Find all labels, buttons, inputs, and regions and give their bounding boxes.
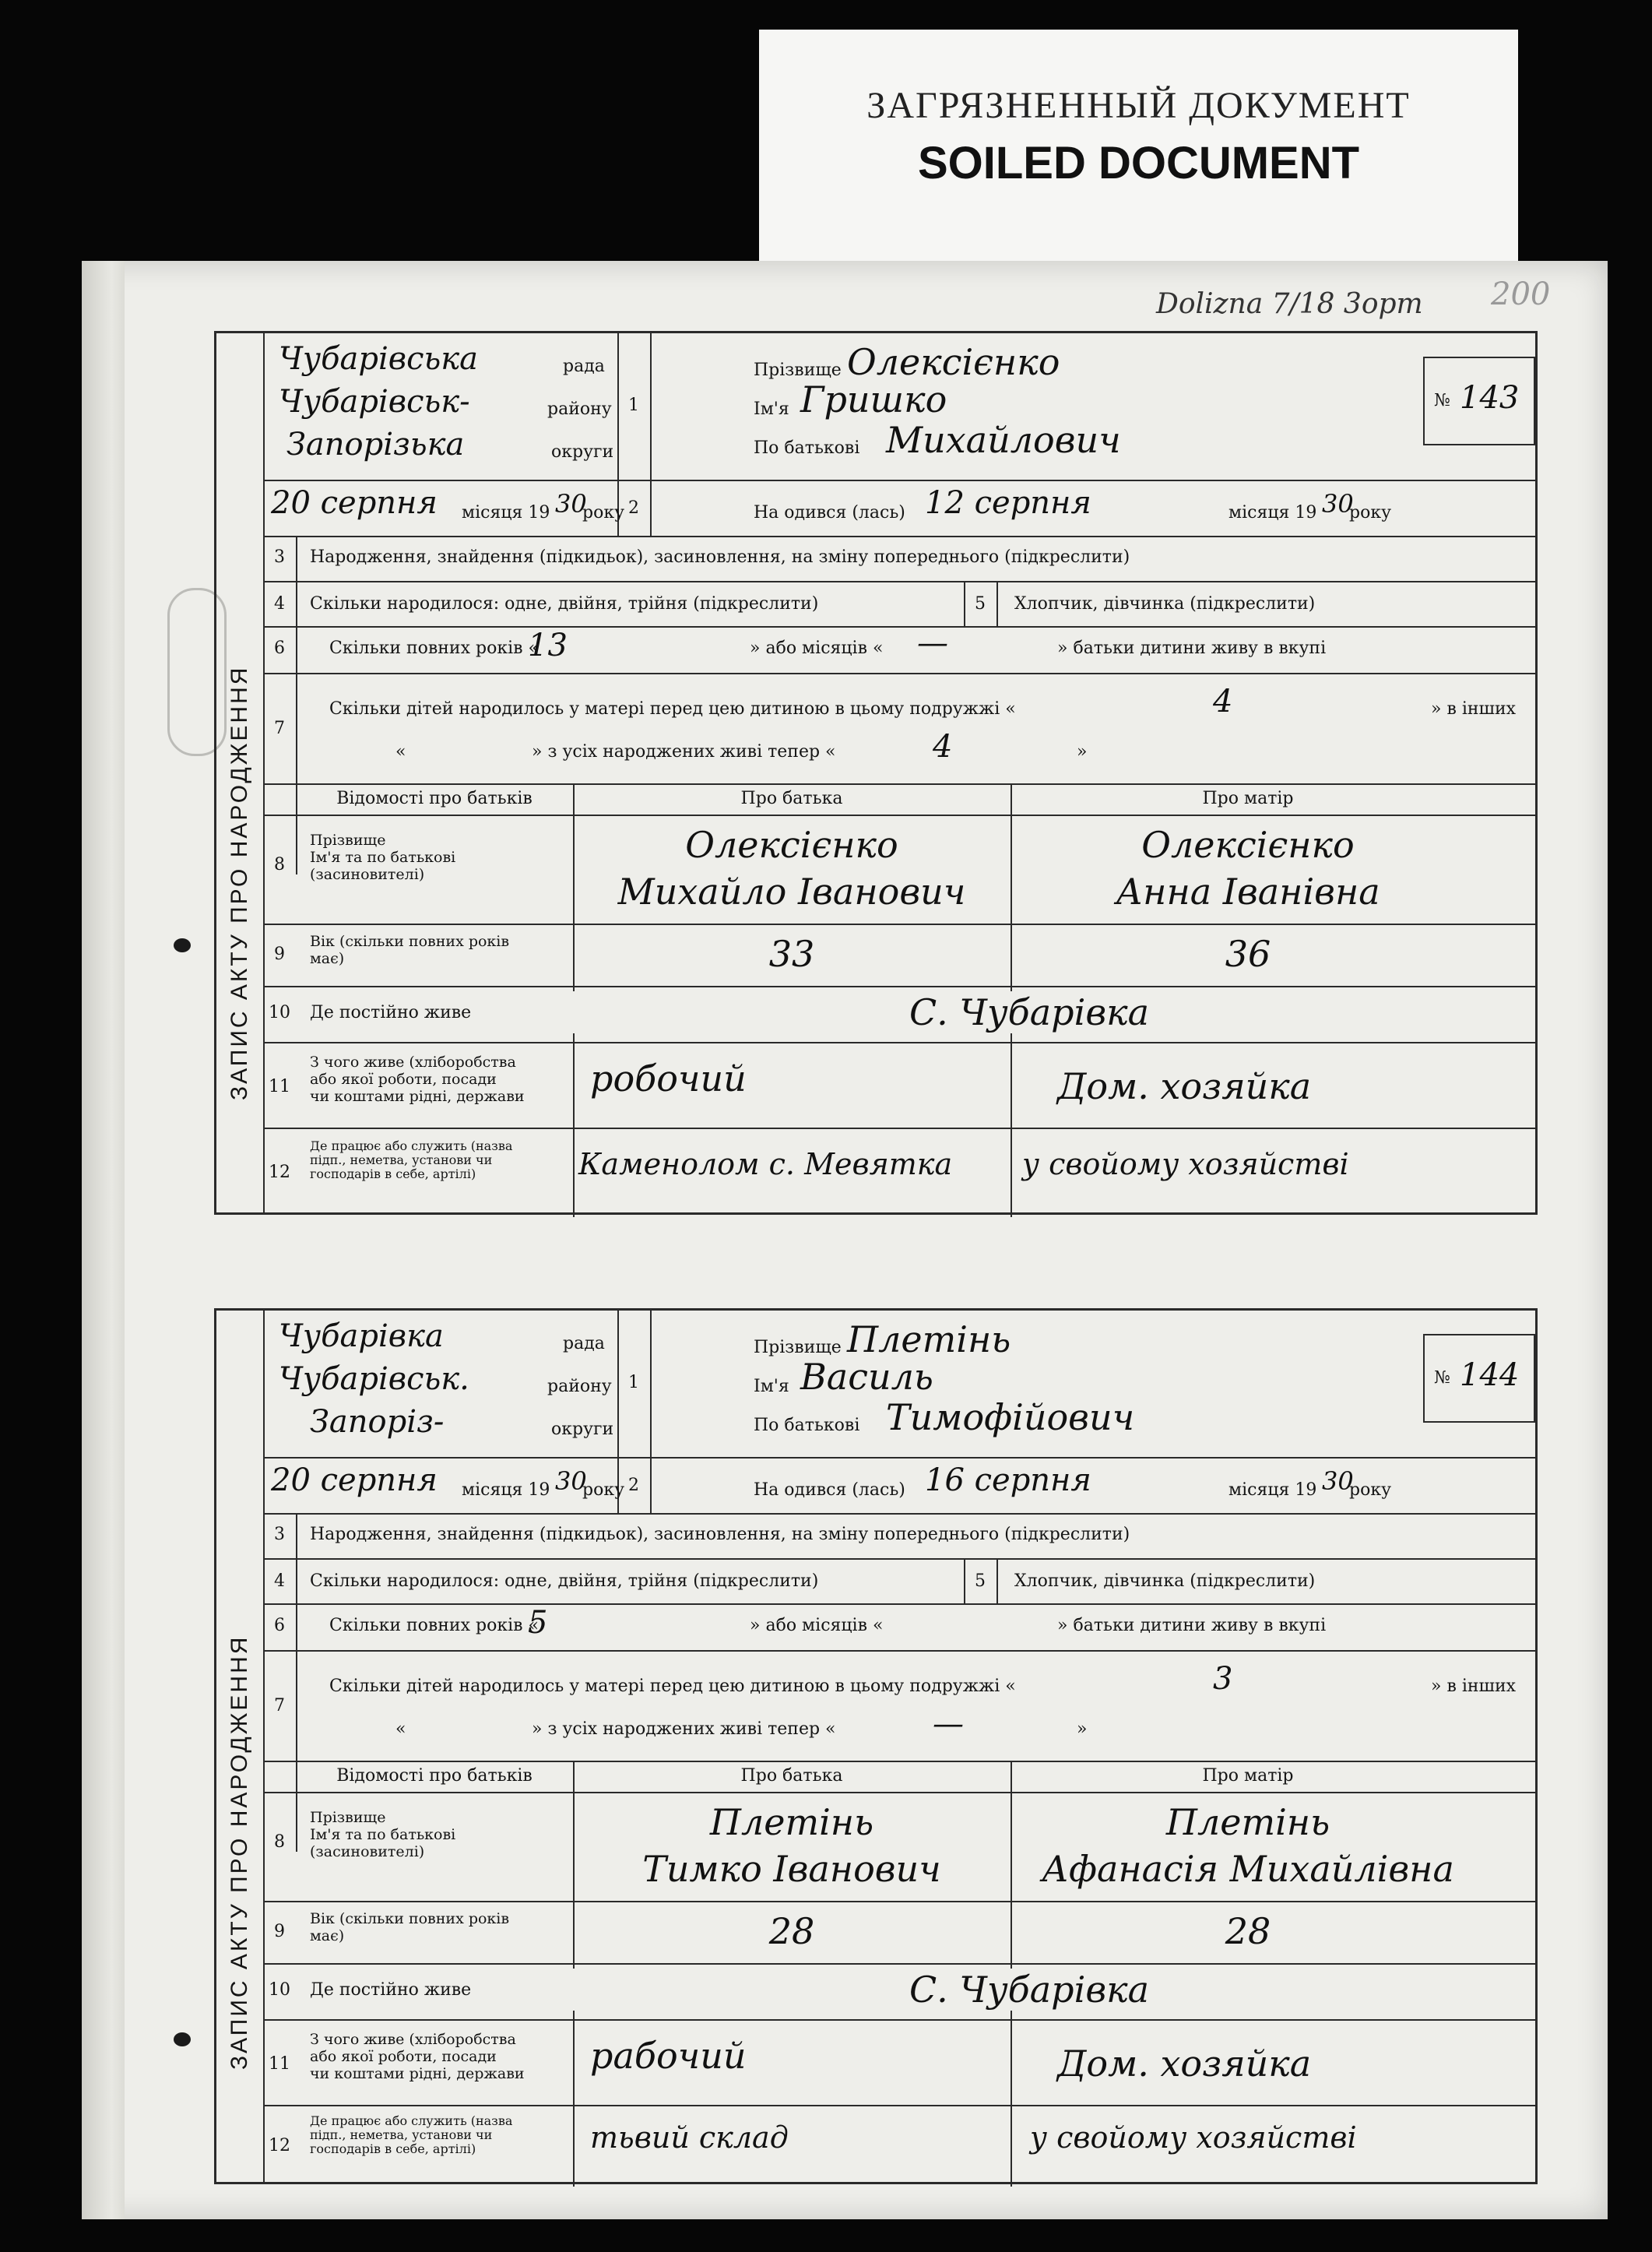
- rayon-value: Чубарівськ.: [279, 1361, 469, 1397]
- row-number: 4: [274, 594, 285, 614]
- reg-year-value: 30: [555, 1466, 587, 1496]
- r10-label: Де постійно живе: [310, 1980, 472, 2000]
- name-label: Ім'я: [754, 1377, 789, 1396]
- row-number: 9: [274, 1922, 285, 1941]
- born-roku-label: року: [1349, 503, 1392, 523]
- row-number: 11: [269, 1077, 290, 1096]
- rada-label: рада: [563, 357, 605, 376]
- mother-age: 28: [1225, 1910, 1271, 1952]
- row4-text: Скільки народилося: одне, двійня, трійня (підкреслити): [310, 1571, 819, 1591]
- mother-age: 36: [1225, 933, 1271, 975]
- row-number: 11: [269, 2054, 290, 2074]
- r9-label: Вік (скільки повних років має): [310, 1910, 510, 1944]
- record-content: [263, 333, 1535, 1212]
- row-number: 1: [628, 396, 639, 415]
- father-name: Михайло Іванович: [617, 871, 966, 913]
- mother-occupation: Дом. хозяйка: [1057, 2043, 1312, 2085]
- father-age: 33: [768, 933, 815, 975]
- birth-record: [214, 1308, 1538, 2184]
- row7-label-c: «: [395, 742, 406, 762]
- father-workplace: тьвий склад: [590, 2120, 789, 2155]
- okruha-label: округи: [551, 1420, 614, 1439]
- rada-label: рада: [563, 1334, 605, 1353]
- rada-value: Чубарівська: [279, 341, 478, 377]
- row3-text: Народження, знайдення (підкидьок), засиновлення, на зміну попереднього (підкреслити): [310, 1525, 1130, 1544]
- okruha-label: округи: [551, 442, 614, 462]
- row-number: 8: [274, 1832, 285, 1852]
- children-before: 4: [1213, 684, 1233, 720]
- reg-date-value: 20 серпня: [271, 1462, 438, 1498]
- row7-label-b: » в інших: [1431, 699, 1517, 719]
- row3-text: Народження, знайдення (підкидьок), засиновлення, на зміну попереднього (підкреслити): [310, 547, 1130, 567]
- r12-label: Де працює або служить (назва підп., неметва, установи чи господарів в себе, артілі): [310, 2113, 513, 2156]
- label-ru-text: ЗАГРЯЗНЕННЫЙ ДОКУМЕНТ: [866, 85, 1411, 126]
- father-surname: Плетінь: [709, 1801, 874, 1843]
- father-occupation: рабочий: [590, 2035, 747, 2077]
- record-number-box: [1423, 1334, 1535, 1423]
- record-number: 144: [1460, 1357, 1520, 1393]
- reg-year-value: 30: [555, 489, 587, 519]
- years-together: 5: [528, 1605, 548, 1641]
- born-label: На одився (лась): [754, 1480, 905, 1500]
- r12-label: Де працює або служить (назва підп., неметва, установи чи господарів в себе, артілі): [310, 1138, 513, 1181]
- surname-label: Прізвище: [754, 361, 842, 380]
- row7-label-a: Скільки дітей народилось у матері перед цею дитиною в цьому подружжі «: [329, 699, 1016, 719]
- row-number: 10: [269, 1003, 290, 1022]
- rayon-value: Чубарівськ-: [279, 384, 470, 420]
- row-number: 12: [269, 2136, 290, 2155]
- number-label: №: [1434, 391, 1450, 410]
- years-together: 13: [528, 628, 568, 663]
- r8-label: Прізвище Ім'я та по батькові (засиновителі): [310, 832, 456, 883]
- label-en-text: SOILED DOCUMENT: [917, 138, 1360, 188]
- archive-note: Dolizna 7/18 3opm: [1156, 288, 1423, 320]
- father-age: 28: [768, 1910, 815, 1952]
- row-number: 4: [274, 1571, 285, 1591]
- father-surname: Олексієнко: [685, 824, 898, 866]
- binding-edge: [82, 261, 125, 2219]
- row7-label-e: »: [1077, 1719, 1088, 1739]
- mother-name: Анна Іванівна: [1116, 871, 1380, 913]
- row-number: 1: [628, 1373, 639, 1392]
- row-number: 5: [975, 594, 986, 614]
- archive-number: 200: [1491, 276, 1551, 312]
- hdr-info: Відомості про батьків: [336, 1766, 533, 1786]
- reg-date-value: 20 серпня: [271, 485, 438, 521]
- row6-label-b: » або місяців «: [750, 1616, 884, 1635]
- birth-day: 12 серпня: [925, 485, 1091, 521]
- child-surname: Плетінь: [847, 1318, 1011, 1360]
- hdr-father: Про батька: [740, 789, 843, 808]
- birth-record: [214, 331, 1538, 1215]
- row7-label-c: «: [395, 1719, 406, 1739]
- row-number: 3: [274, 547, 285, 567]
- punch-hole: [174, 2032, 191, 2046]
- record-content: [263, 1311, 1535, 2182]
- row-number: 10: [269, 1980, 290, 2000]
- r11-label: З чого живе (хліборобства або якої роботи, посади чи коштами рідні, держави: [310, 1054, 525, 1105]
- patronymic-label: По батькові: [754, 1416, 860, 1435]
- born-month-label: місяця 19: [1228, 503, 1317, 523]
- children-alive: 4: [933, 729, 953, 765]
- row-number: 9: [274, 945, 285, 964]
- r11-label: З чого живе (хліборобства або якої роботи, посади чи коштами рідні, держави: [310, 2031, 525, 2082]
- row7-label-e: »: [1077, 742, 1088, 762]
- row-number: 6: [274, 639, 285, 658]
- row7-label-d: » з усіх народжених живі тепер «: [532, 742, 836, 762]
- record-vertical-title: ЗАПИС АКТУ ПРО НАРОДЖЕННЯ: [216, 333, 265, 1212]
- residence: С. Чубарівка: [573, 991, 1485, 1033]
- birth-year: 30: [1322, 489, 1354, 519]
- row5-text: Хлопчик, дівчинка (підкреслити): [1014, 1571, 1316, 1591]
- surname-label: Прізвище: [754, 1338, 842, 1357]
- born-roku-label: року: [1349, 1480, 1392, 1500]
- soiled-document-label: [759, 30, 1518, 263]
- reg-month-label: місяця 19: [462, 1480, 550, 1500]
- child-name: Василь: [800, 1356, 933, 1398]
- reg-roku-label: року: [582, 503, 625, 523]
- row-number: 2: [628, 1476, 639, 1495]
- row-number: 7: [274, 719, 285, 738]
- number-label: №: [1434, 1368, 1450, 1388]
- born-month-label: місяця 19: [1228, 1480, 1317, 1500]
- row4-text: Скільки народилося: одне, двійня, трійня (підкреслити): [310, 594, 819, 614]
- name-label: Ім'я: [754, 399, 789, 419]
- r10-label: Де постійно живе: [310, 1003, 472, 1022]
- hdr-mother: Про матір: [1202, 789, 1294, 808]
- okruha-value: Запорізька: [286, 427, 465, 463]
- mother-occupation: Дом. хозяйка: [1057, 1065, 1312, 1107]
- patronymic-label: По батькові: [754, 438, 860, 458]
- row7-label-a: Скільки дітей народилось у матері перед цею дитиною в цьому подружжі «: [329, 1677, 1016, 1696]
- child-patronymic: Михайлович: [886, 419, 1121, 461]
- birth-year: 30: [1322, 1466, 1354, 1496]
- r9-label: Вік (скільки повних років має): [310, 933, 510, 967]
- row-number: 12: [269, 1163, 290, 1182]
- rayon-label: району: [547, 399, 612, 419]
- reg-roku-label: року: [582, 1480, 625, 1500]
- months-together: —: [917, 625, 948, 661]
- father-name: Тимко Іванович: [642, 1848, 941, 1890]
- child-name: Гришко: [800, 378, 947, 420]
- residence: С. Чубарівка: [573, 1969, 1485, 2011]
- row7-label-b: » в інших: [1431, 1677, 1517, 1696]
- children-before: 3: [1213, 1661, 1233, 1697]
- mother-surname: Олексієнко: [1141, 824, 1355, 866]
- mother-workplace: у свойому хозяйстві: [1030, 2120, 1357, 2155]
- row-number: 5: [975, 1571, 986, 1591]
- row-number: 6: [274, 1616, 285, 1635]
- mother-workplace: у свойому хозяйстві: [1022, 1147, 1349, 1181]
- row7-label-d: » з усіх народжених живі тепер «: [532, 1719, 836, 1739]
- hdr-mother: Про матір: [1202, 1766, 1294, 1786]
- record-number-box: [1423, 357, 1535, 445]
- row6-label-a: Скільки повних років «: [329, 639, 539, 658]
- row-number: 3: [274, 1525, 285, 1544]
- child-patronymic: Тимофійович: [886, 1396, 1135, 1438]
- row6-label-a: Скільки повних років «: [329, 1616, 539, 1635]
- child-surname: Олексієнко: [847, 341, 1060, 383]
- hdr-father: Про батька: [740, 1766, 843, 1786]
- punch-hole: [174, 938, 191, 952]
- row6-label-c: » батьки дитини живу в вкупі: [1057, 1616, 1327, 1635]
- row-number: 8: [274, 855, 285, 874]
- document-sheet: [82, 261, 1608, 2219]
- row-number: 2: [628, 498, 639, 518]
- row6-label-c: » батьки дитини живу в вкупі: [1057, 639, 1327, 658]
- row6-label-b: » або місяців «: [750, 639, 884, 658]
- rada-value: Чубарівка: [279, 1318, 444, 1354]
- children-alive: —: [933, 1706, 964, 1742]
- record-number: 143: [1460, 380, 1520, 416]
- row5-text: Хлопчик, дівчинка (підкреслити): [1014, 594, 1316, 614]
- r8-label: Прізвище Ім'я та по батькові (засиновителі): [310, 1809, 456, 1860]
- father-occupation: робочий: [590, 1057, 747, 1100]
- born-label: На одився (лась): [754, 503, 905, 523]
- mother-name: Афанасія Михайлівна: [1042, 1848, 1454, 1890]
- reg-month-label: місяця 19: [462, 503, 550, 523]
- record-vertical-title: ЗАПИС АКТУ ПРО НАРОДЖЕННЯ: [216, 1311, 265, 2182]
- row-number: 7: [274, 1696, 285, 1715]
- hdr-info: Відомості про батьків: [336, 789, 533, 808]
- okruha-value: Запоріз-: [310, 1404, 445, 1440]
- father-workplace: Каменолом с. Мевятка: [578, 1147, 953, 1181]
- birth-day: 16 серпня: [925, 1462, 1091, 1498]
- mother-surname: Плетінь: [1165, 1801, 1330, 1843]
- rayon-label: району: [547, 1377, 612, 1396]
